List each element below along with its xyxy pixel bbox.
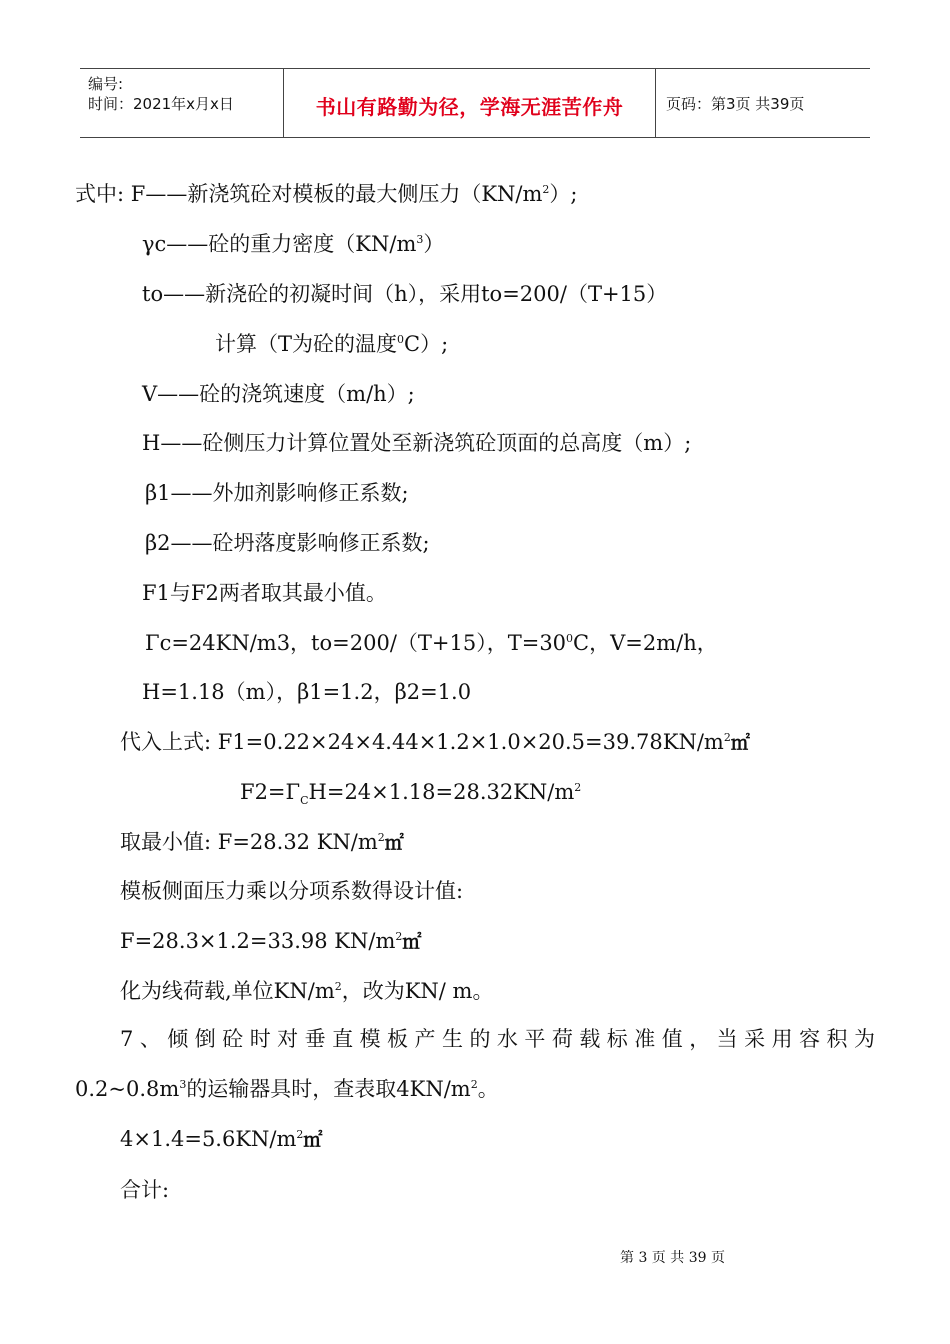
text-line: β1——外加剂影响修正系数; <box>145 481 409 505</box>
text-line-justified: 7、倾倒砼时对垂直模板产生的水平荷载标准值，当采用容积为 <box>120 1027 875 1051</box>
text-line: 式中: F——新浇筑砼对模板的最大侧压力$(KN/m^2)$; <box>75 182 578 206</box>
header-motto: 书山有路勤为径，学海无涯苦作舟 <box>315 95 624 119</box>
document-number-label: 编号: <box>88 75 124 93</box>
text-line: to——新浇砼的初凝时间（h），采用to=200/（T+15） <box>142 282 668 306</box>
text-line: H——砼侧压力计算位置处至新浇筑砼顶面的总高度（m）; <box>142 431 692 455</box>
text-line: F1与F2两者取其最小值。 <box>142 581 387 605</box>
text-line: F=28.3×1.2=33.98 $KN/m^2㎡$ <box>120 929 422 953</box>
text-line: $0.2\sim 0.8m^3$的运输器具时，查表取$4KN/m^2$。 <box>75 1077 499 1101</box>
page-header <box>80 68 870 138</box>
text-line: Γc=24KN/m3，to=200/（T+15），$T=30^0C$，V=2m/h， <box>145 631 718 655</box>
header-page-number: 页码：第3页 共39页 <box>666 95 805 113</box>
text-line: β2——砼坍落度影响修正系数; <box>145 531 430 555</box>
text-line: 模板侧面压力乘以分项系数得设计值: <box>120 879 464 903</box>
header-page-cell <box>656 69 870 137</box>
page-footer: 第 3 页 共 39 页 <box>620 1250 725 1266</box>
text-line: 计算（T为砼的温度$^0$C）; <box>215 332 449 356</box>
text-line: H=1.18（m），β1=1.2，β2=1.0 <box>142 680 472 704</box>
text-line: 取最小值: F=28.32 $KN/m^2㎡$ <box>120 830 404 854</box>
text-line: 合计: <box>120 1178 170 1202</box>
text-line: $F2=\Gamma_CH=24\times 1.18=28.32KN/m^2$ <box>240 780 582 808</box>
text-line: γc——砼的重力密度$(KN/m^3)$ <box>142 232 445 256</box>
text-line: V——砼的浇筑速度（m/h）; <box>142 382 415 406</box>
header-info-cell <box>80 69 284 137</box>
text-line: 化为线荷载,单位$KN/m^2$，改为KN/ m。 <box>120 979 494 1003</box>
document-date-label: 时间：2021年x月x日 <box>88 95 234 113</box>
header-motto-cell <box>284 69 656 137</box>
text-line: 代入上式: $F1=0.22\times 24\times 4.44\times 1.2\times 1.0\times 20.5=39.78KN/m^2㎡$ <box>120 730 750 754</box>
text-line: $4\times 1.4=5.6KN/m^2㎡$ <box>120 1127 323 1151</box>
